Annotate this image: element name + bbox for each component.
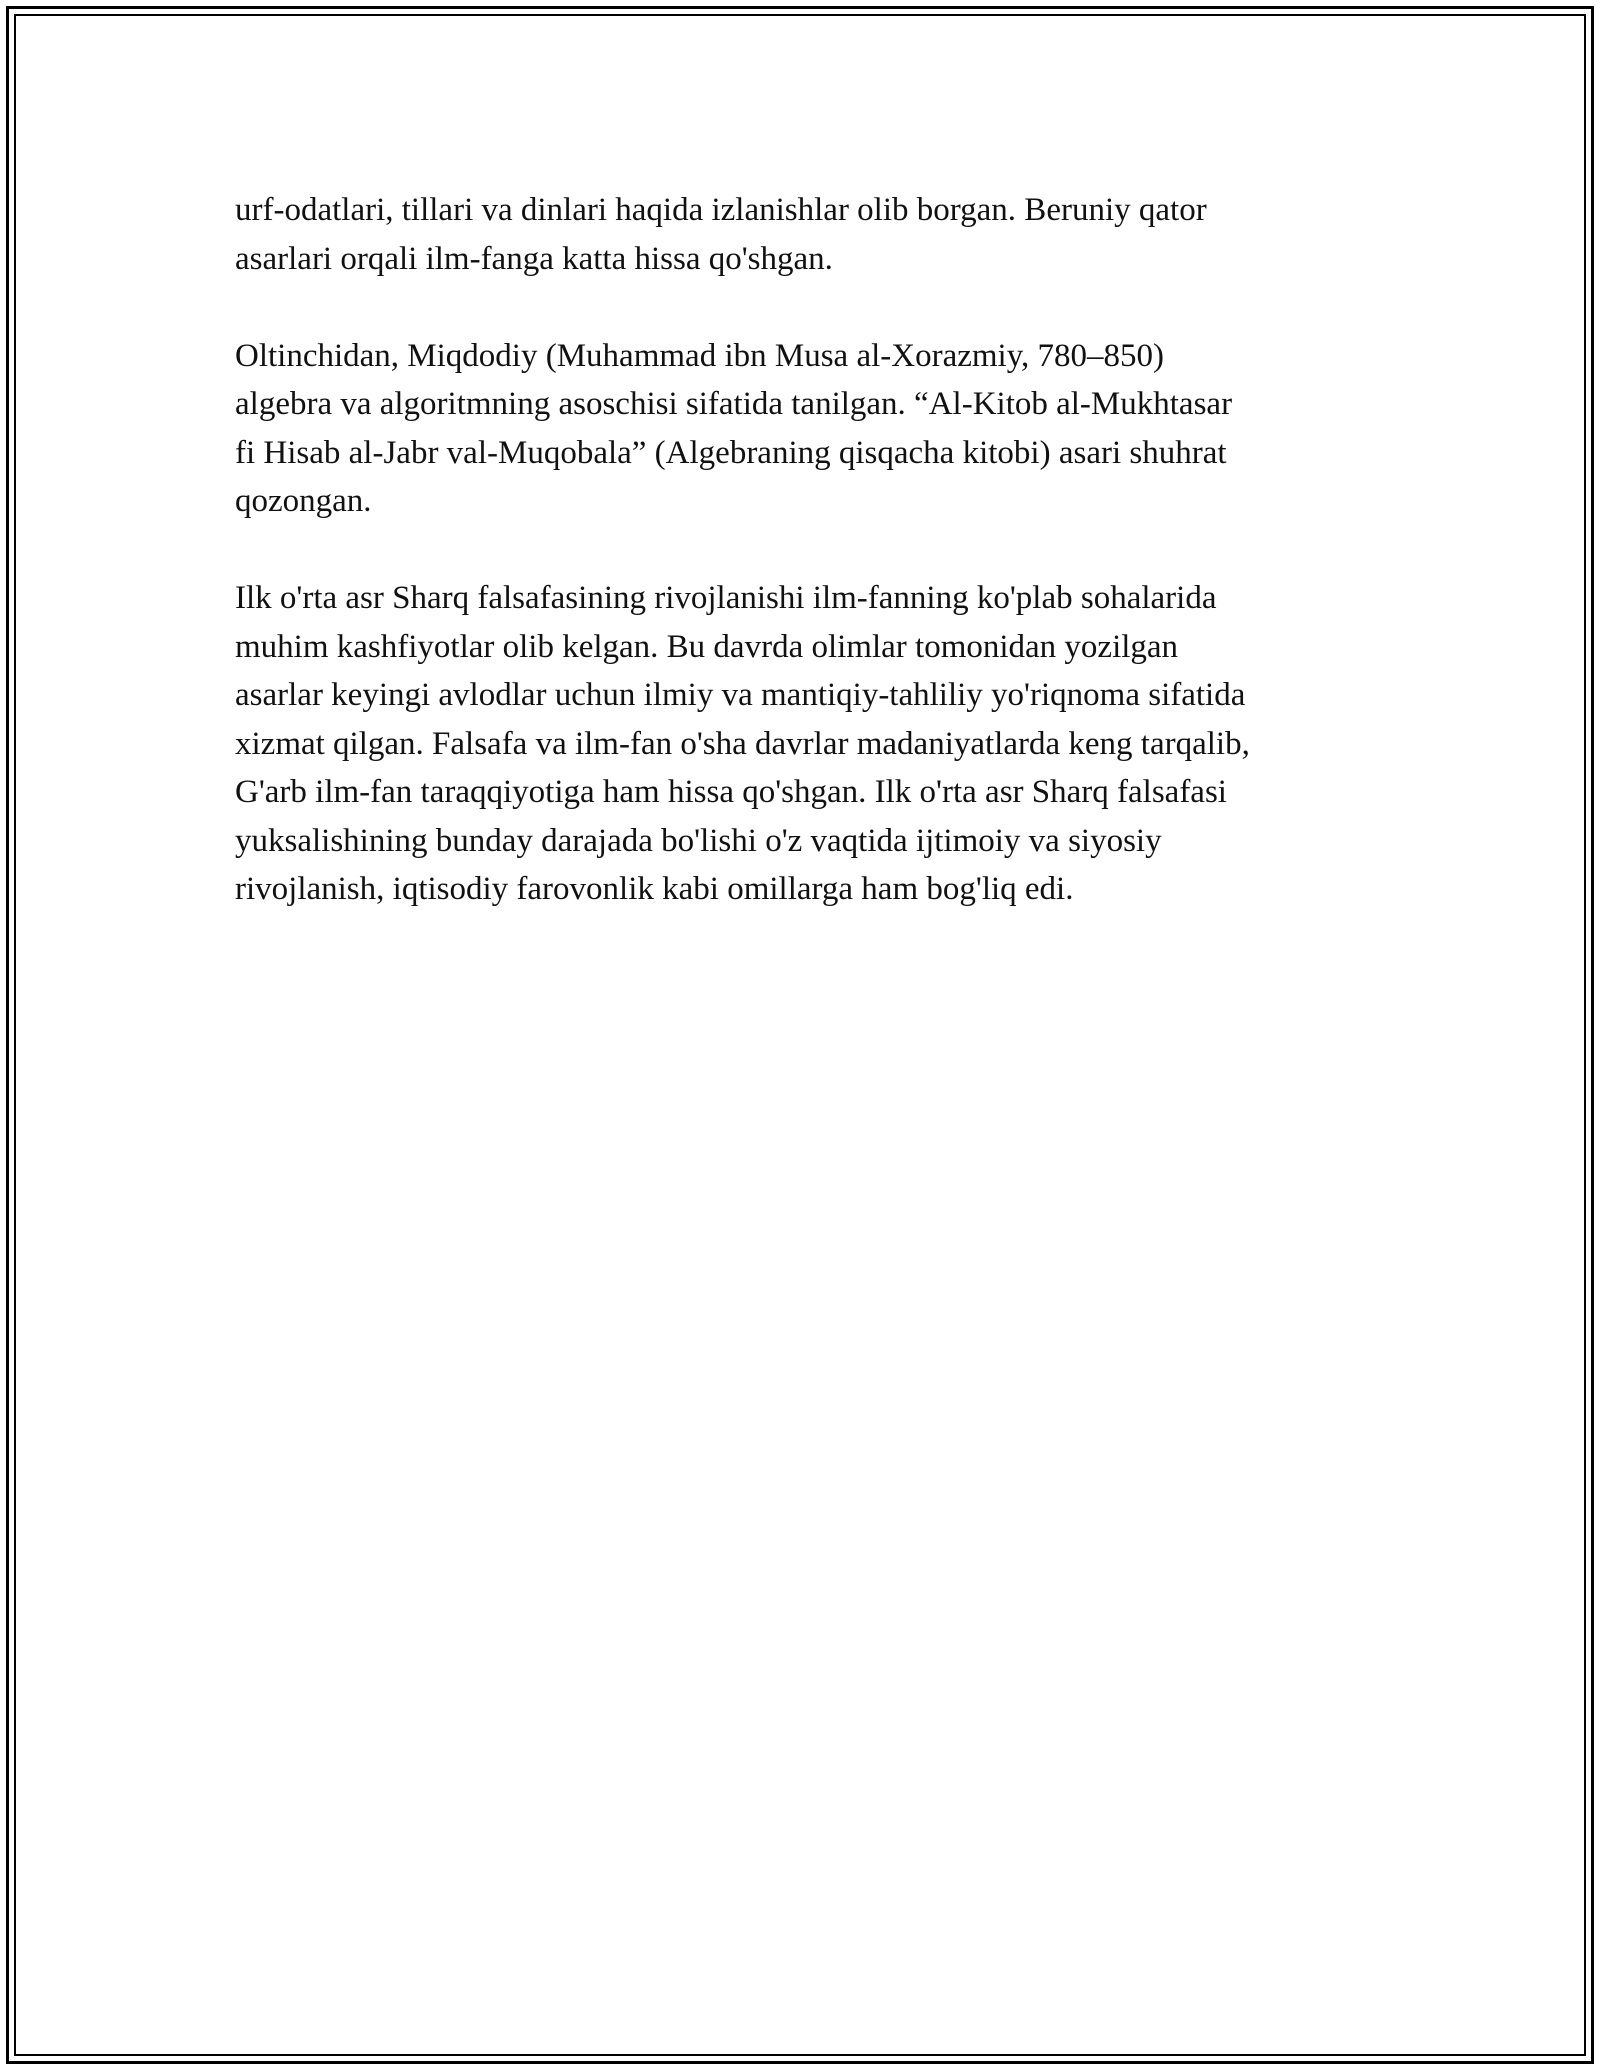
text-line: urf-odatlari, tillari va dinlari haqida izlanishlar olib borgan. Beruniy qator — [235, 192, 1207, 228]
text-line: qozongan. — [235, 483, 372, 519]
text-line: rivojlanish, iqtisodiy farovonlik kabi omillarga ham bog'liq edi. — [235, 871, 1074, 907]
text-line: asarlar keyingi avlodlar uchun ilmiy va mantiqiy-tahliliy yo'riqnoma sifatida — [235, 677, 1246, 713]
text-line: algebra va algoritmning asoschisi sifatida tanilgan. “Al-Kitob al-Mukhtasar — [235, 386, 1233, 422]
text-line: G'arb ilm-fan taraqqiyotiga ham hissa qo'shgan. Ilk o'rta asr Sharq falsafasi — [235, 774, 1227, 810]
paragraph-3 — [235, 574, 1365, 914]
paragraph-2 — [235, 332, 1365, 526]
text-line: muhim kashfiyotlar olib kelgan. Bu davrda olimlar tomonidan yozilgan — [235, 628, 1179, 665]
text-line: asarlari orqali ilm-fanga katta hissa qo'shgan. — [235, 240, 833, 277]
text-line: yuksalishining bunday darajada bo'lishi o'z vaqtida ijtimoiy va siyosiy — [235, 822, 1162, 859]
text-line: fi Hisab al-Jabr val-Muqobala” (Algebraning qisqacha kitobi) asari shuhrat — [235, 434, 1227, 471]
paragraph-1 — [235, 186, 1365, 283]
text-line: Oltinchidan, Miqdodiy (Muhammad ibn Musa al-Xorazmiy, 780–850) — [235, 337, 1165, 374]
text-line: Ilk o'rta asr Sharq falsafasining rivojlanishi ilm-fanning ko'plab sohalarida — [235, 580, 1217, 616]
text-line: xizmat qilgan. Falsafa va ilm-fan o'sha davrlar madaniyatlarda keng tarqalib, — [235, 725, 1250, 762]
page-body — [235, 186, 1365, 962]
